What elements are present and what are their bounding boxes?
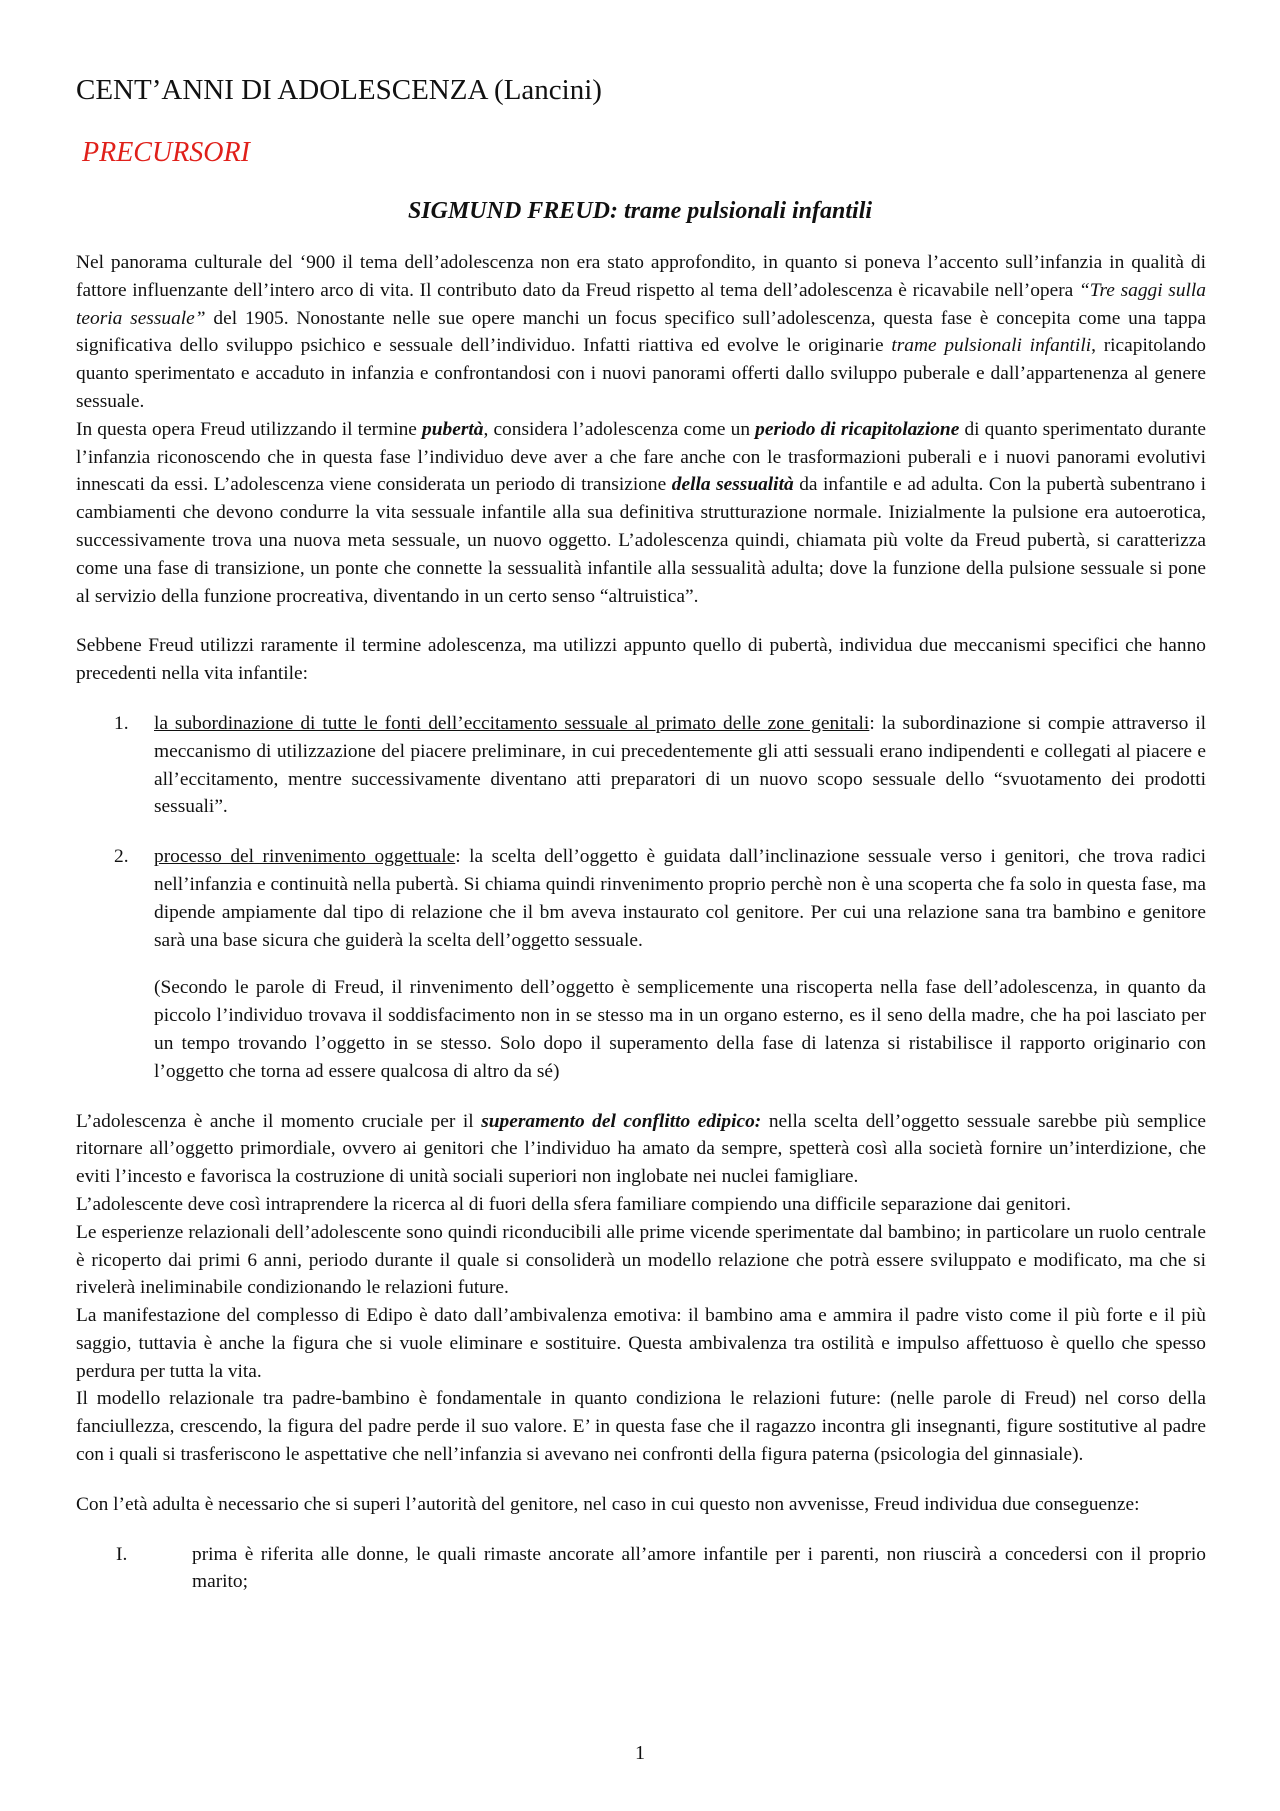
- emphasis-term: periodo di ricapitolazione: [755, 418, 960, 440]
- quote-paragraph: (Secondo le parole di Freud, il rinvenimento dell’oggetto è semplicemente una riscoperta nella fase dell’adolescenza, in quanto da piccolo l’individuo trovava il soddisfacimento non in se stesso ma in un organo esterno, es il seno della madre, che ha poi lasciato per un tempo trovando l’oggetto in se stesso. Solo dopo il superamento della fase di latenza si ristabilisce il rapporto originario con l’oggetto che torna ad essere qualcosa di altro da sé): [154, 977, 1206, 1082]
- paragraph-oedipus: L’adolescenza è anche il momento cruciale per il superamento del conflitto edipico: nella scelta dell’oggetto sessuale sarebbe più semplice ritornare all’oggetto primordiale, ovvero ai genitori che l’individuo ha amato da sempre, spetterà così alla società fornire un’interdizione, che eviti l’incesto e favorisca la costruzione di unità sociali superiori non inglobate nei nuclei famigliare.: [76, 1110, 1207, 1188]
- book-title: “Tre saggi sulla teoria sessuale”: [76, 279, 1206, 329]
- paragraph-puberty: In questa opera Freud utilizzando il termine pubertà, considera l’adolescenza come un periodo di ricapitolazione di quanto sperimentato durante l’infanzia riconoscendo che in questa fase l’individuo deve aver a che fare anche con le trasformazioni puberali e i nuovi panorami evolutivi innescati da essi. L’adolescenza viene considerata un periodo di transizione della sessualità da infantile e ad adulta. Con la pubertà subentrano i cambiamenti che devono condurre la vita sessuale infantile alla sua definitiva strutturazione normale. Inizialmente la pulsione era autoerotica, successivamente trova una nuova meta sessuale, un nuovo oggetto. L’adolescenza quindi, chiamata più volte da Freud pubertà, si caratterizza come una fase di transizione, un ponte che connette la sessualità infantile alla sessualità adulta; dove la funzione della pulsione sessuale si pone al servizio della funzione procreativa, diventando in un certo senso “altruistica”.: [76, 418, 1206, 607]
- emphasis-term: della sessualità: [671, 474, 794, 496]
- list-marker: I.: [116, 1543, 128, 1565]
- list-marker: 1.: [114, 712, 129, 734]
- page-number: 1: [635, 1742, 645, 1764]
- paragraph-intro: Nel panorama culturale del ‘900 il tema dell’adolescenza non era stato approfondito, in quanto si poneva l’accento sull’infanzia in qualità di fattore influenzante dell’intero arco di vita. Il contributo dato da Freud rispetto al tema dell’adolescenza è ricavabile nell’opera “Tre saggi sulla teoria sessuale” del 1905. Nonostante nelle sue opere manchi un focus specifico sull’adolescenza, questa fase è concepita come una tappa significativa dello sviluppo psichico e sessuale dell’individuo. Infatti riattiva ed evolve le originarie trame pulsionali infantili, ricapitolando quanto sperimentato e accaduto in infanzia e confrontandosi con i nuovi panorami offerti dallo sviluppo puberale e dall’appartenenza al genere sessuale.: [76, 252, 1206, 412]
- paragraph-separation: L’adolescente deve così intraprendere la ricerca al di fuori della sfera familiare compiendo una difficile separazione dai genitori.: [76, 1193, 1071, 1215]
- paragraph-mechanisms: Sebbene Freud utilizzi raramente il termine adolescenza, ma utilizzi appunto quello di pubertà, individua due meccanismi specifici che hanno precedenti nella vita infantile:: [76, 635, 1206, 685]
- paragraph-ambivalence: La manifestazione del complesso di Edipo è dato dall’ambivalenza emotiva: il bambino ama e ammira il padre visto come il più forte e il più saggio, tuttavia è anche la figura che si vuole eliminare e sostituire. Questa ambivalenza tra ostilità e impulso affettuoso è quello che spesso perdura per tutta la vita.: [76, 1305, 1206, 1382]
- emphasis-term: pubertà: [422, 418, 484, 440]
- paragraph-father-model: Il modello relazionale tra padre-bambino è fondamentale in quanto condiziona le relazioni future: (nelle parole di Freud) nel corso della fanciullezza, crescendo, la figura del padre perde il suo valore. E’ in questa fase che il ragazzo incontra gli insegnanti, figure sostitutive al padre con i quali si trasferiscono le aspettative che nell’infanzia si avevano nei confronti della figura paterna (psicologia del ginnasiale).: [76, 1388, 1206, 1466]
- list-item: 2. processo del rinvenimento oggettuale: la scelta dell’oggetto è guidata dall’inclinazione sessuale verso i genitori, che trova radici nell’infanzia e continuità nella pubertà. Si chiama quindi rinvenimento proprio perchè non è una scoperta che fa solo in questa fase, ma dipende ampiamente dal tipo di relazione che il bm aveva instaurato col genitore. Per cui una relazione sana tra bambino e genitore sarà una base sicura che guiderà la scelta dell’oggetto sessuale.: [76, 843, 1206, 954]
- list-item-lead: la subordinazione di tutte le fonti dell’eccitamento sessuale al primato delle zone genitali: [154, 712, 870, 734]
- document-title: CENT’ANNI DI ADOLESCENZA (Lancini): [76, 74, 602, 106]
- list-marker: 2.: [114, 846, 129, 868]
- paragraph-adulthood: Con l’età adulta è necessario che si superi l’autorità del genitore, nel caso in cui questo non avvenisse, Freud individua due conseguenze:: [76, 1493, 1140, 1515]
- list-item: 1. la subordinazione di tutte le fonti dell’eccitamento sessuale al primato delle zone genitali: la subordinazione si compie attraverso il meccanismo di utilizzazione del piacere preliminare, in cui precedentemente gli atti sessuali erano indipendenti e collegati al piacere e all’eccitamento, mentre successivamente diventano atti preparatori di un nuovo scopo sessuale dello “svuotamento dei prodotti sessuali”.: [76, 710, 1206, 821]
- chapter-subtitle: SIGMUND FREUD: trame pulsionali infantili: [407, 198, 873, 224]
- emphasis-term: trame pulsionali infantili: [891, 335, 1092, 357]
- emphasis-term: superamento del conflitto edipico:: [481, 1110, 762, 1132]
- list-item: I. prima è riferita alle donne, le quali rimaste ancorate all’amore infantile per i parenti, non riuscirà a concedersi con il proprio marito;: [76, 1541, 1206, 1597]
- paragraph-experiences: Le esperienze relazionali dell’adolescente sono quindi riconducibili alle prime vicende sperimentate dal bambino; in particolare un ruolo centrale è ricoperto dai primi 6 anni, periodo durante il quale si consoliderà un modello relazione che potrà essere sviluppato e modificato, ma che si rivelerà ineliminabile condizionando le relazioni future.: [76, 1221, 1206, 1299]
- section-heading: PRECURSORI: [82, 137, 250, 168]
- document-body: [76, 249, 1206, 1596]
- list-item-lead: processo del rinvenimento oggettuale: [154, 846, 456, 868]
